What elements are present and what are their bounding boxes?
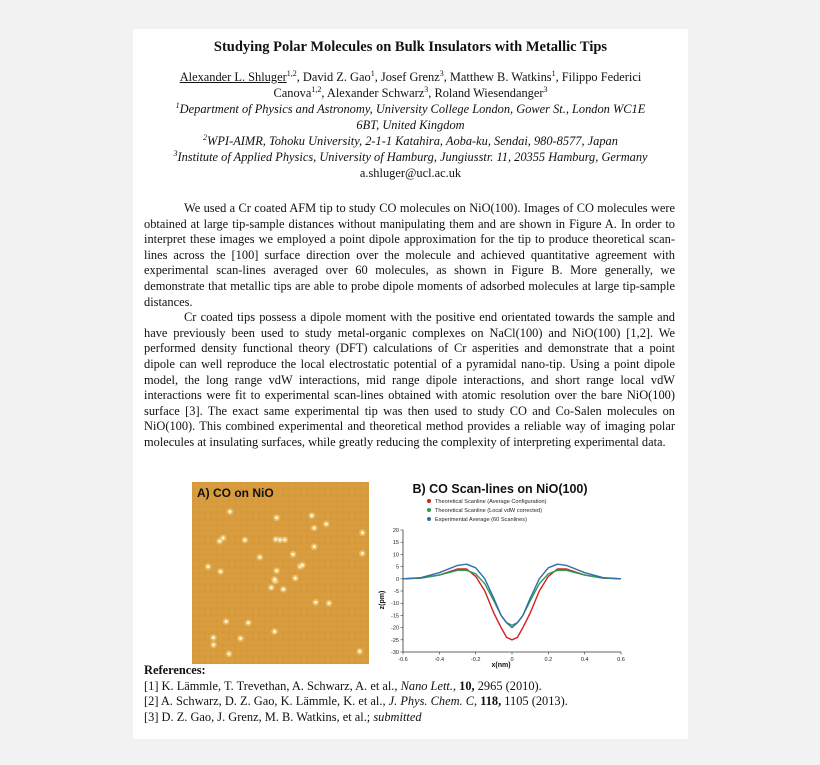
y-tick-label: -5 <box>394 589 399 595</box>
molecule-spot <box>270 586 273 589</box>
y-tick-label: -10 <box>391 601 399 608</box>
molecule-spot <box>328 602 331 605</box>
molecule-spot <box>225 620 228 623</box>
ref-text: , <box>452 678 460 693</box>
scanline-chart <box>369 480 631 670</box>
ref-status: submitted <box>373 709 422 724</box>
molecule-spot <box>358 650 361 653</box>
ref-volume: 118, <box>480 694 502 709</box>
references-heading: References: <box>144 663 206 677</box>
aff-sup: 1 <box>175 100 180 110</box>
author-schwarz: , Alexander Schwarz <box>321 86 425 100</box>
y-tick-label: -25 <box>391 637 399 644</box>
x-tick-label: -0.6 <box>398 657 408 663</box>
molecule-spot <box>310 514 313 517</box>
aff-text: Department of Physics and Astronomy, University College London, Gower St., London WC1E <box>179 102 646 116</box>
ref-journal: J. Phys. Chem. C <box>388 694 474 709</box>
x-tick-label: -0.4 <box>434 657 445 663</box>
author-gao: , David Z. Gao <box>296 70 371 84</box>
ref-journal: Nano Lett. <box>400 678 453 693</box>
ref-text: , <box>474 694 481 709</box>
ref-text: 2965 (2010). <box>474 678 542 693</box>
molecule-spot <box>313 545 316 548</box>
author-canova: Canova <box>273 86 312 100</box>
molecule-spot <box>219 570 222 573</box>
y-tick-label: 20 <box>392 528 399 534</box>
paragraph-2: Cr coated tips possess a dipole moment with the positive end orientated towards the sample and have previously been used to study metal-organic complexes on NaCl(100) and NiO(100) [1,2]. We performed density functional theory (DFT) calculations of Cr asperities and demonstrate that a point dipole can well reproduce the local electrostatic potential of a pyramidal nano-tip. Using a point dipole model, the long range vdW interactions, mid range dipole interactions, and short range local vdW interactions were fit to experimental scan-lines obtained with atomic resolution over the bare NiO(100) surface [3]. The exact same experimental tip was then used to study CO and Co-Salen molecules on NiO(100). This combined experimental and theoretical method provides a reliable way of imaging polar molecules at insulating surfaces, while greatly reducing the complexity of interpreting experimental data. <box>144 310 675 449</box>
molecule-spot <box>314 601 317 604</box>
molecule-spot <box>275 516 278 519</box>
x-tick-label: 0.4 <box>580 657 589 663</box>
author-wiesendanger: , Roland Wiesendanger <box>428 86 544 100</box>
aff-sup: 3 <box>173 148 178 158</box>
author-sup: 3 <box>424 84 429 94</box>
aff-text: Institute of Applied Physics, University of Hamburg, Jungiusstr. 11, 20355 Hamburg, Germany <box>177 150 648 164</box>
molecule-spot <box>361 552 364 555</box>
molecule-spot <box>247 621 250 624</box>
legend-entry: Theoretical Scanline (Local vdW corrected) <box>435 508 542 514</box>
ref-text: [1] K. Lämmle, T. Trevethan, A. Schwarz, A. et al., <box>144 678 401 693</box>
molecule-spot <box>222 537 225 540</box>
y-tick-label: 5 <box>395 564 399 571</box>
y-axis-label: z(pm) <box>379 590 386 610</box>
chart-title: B) CO Scan-lines on NiO(100) <box>412 482 588 496</box>
molecule-spot <box>283 538 286 541</box>
molecule-spot <box>227 652 230 655</box>
ref-text: [2] A. Schwarz, D. Z. Gao, K. Lämmle, K. et al., <box>144 694 389 709</box>
author-shluger: Alexander L. Shluger <box>179 70 287 84</box>
molecule-spot <box>207 565 210 568</box>
molecule-spot <box>212 643 215 646</box>
molecule-spot <box>212 636 215 639</box>
legend-marker <box>427 517 431 521</box>
x-tick-label: -0.2 <box>470 657 481 663</box>
y-tick-label: -30 <box>391 650 399 656</box>
author-grenz: , Josef Grenz <box>374 70 440 84</box>
author-federici: , Filippo Federici <box>555 70 642 84</box>
ref-text: 1105 (2013). <box>501 694 568 709</box>
abstract-body <box>144 201 675 451</box>
paragraph-1: We used a Cr coated AFM tip to study CO molecules on NiO(100). Images of CO molecules were obtained at large tip-sample distances without manipulating them and are shown in Figure A. In order to interpret these images we employed a point dipole approximation for the tip to produce theoretical scan-lines across the [100] surface direction over the molecule and achieved quantitative agreement with experimental scan-lines averaged over 60 molecules, as shown in Figure B. More generally, we demonstrate that metallic tips are able to probe dipole moments of adsorbed molecules at large tip-sample distances. <box>144 201 675 309</box>
affiliation-2 <box>133 134 688 149</box>
legend-entry: Theoretical Scanline (Average Configuration) <box>435 499 547 505</box>
author-sup: 1 <box>551 68 556 78</box>
affiliation-3 <box>133 150 688 165</box>
molecule-spot <box>239 637 242 640</box>
author-sup: 1,2 <box>311 84 322 94</box>
y-tick-label: 15 <box>392 540 399 547</box>
molecule-spot <box>275 569 278 572</box>
x-tick-label: 0.6 <box>617 657 625 663</box>
x-tick-label: 0.2 <box>544 657 553 663</box>
molecule-spot <box>282 588 285 591</box>
figure-a-label: A) CO on NiO <box>197 486 274 500</box>
y-tick-label: -20 <box>391 625 399 632</box>
contact-email[interactable]: a.shluger@ucl.ac.uk <box>359 166 462 180</box>
molecule-spot <box>243 538 246 541</box>
aff-text: WPI-AIMR, Tohoku University, 2-1-1 Katahira, Aoba-ku, Sendai, 980-8577, Japan <box>207 134 618 148</box>
author-sup: 3 <box>543 84 548 94</box>
legend-marker <box>427 499 431 503</box>
molecule-spot <box>291 553 294 556</box>
afm-image-figure <box>192 482 377 664</box>
paper-page <box>133 29 688 739</box>
aff-sup: 2 <box>203 132 208 142</box>
author-sup: 1 <box>370 68 375 78</box>
molecule-spot <box>301 564 304 567</box>
molecule-spot <box>313 527 316 530</box>
x-tick-label: 0 <box>510 657 514 663</box>
reference-3 <box>144 710 675 726</box>
ref-text: [3] D. Z. Gao, J. Grenz, M. B. Watkins, et al.; <box>144 709 374 724</box>
y-tick-label: -15 <box>391 613 399 620</box>
paper-title: Studying Polar Molecules on Bulk Insulators with Metallic Tips <box>213 39 608 55</box>
molecule-spot <box>294 577 297 580</box>
molecule-spot <box>273 630 276 633</box>
molecule-spot <box>258 556 261 559</box>
legend-marker <box>427 508 431 512</box>
references-section <box>144 663 675 725</box>
authors-line-2 <box>133 86 688 101</box>
molecule-spot <box>325 523 328 526</box>
legend-entry: Experimental Average (60 Scanlines) <box>435 517 527 523</box>
molecule-spot <box>279 538 282 541</box>
ref-volume: 10, <box>459 678 475 693</box>
molecule-spot <box>361 531 364 534</box>
reference-2 <box>144 694 675 710</box>
y-tick-label: 0 <box>395 576 399 583</box>
author-watkins: , Matthew B. Watkins <box>443 70 552 84</box>
x-axis-label: x(nm) <box>491 662 511 669</box>
affiliation-1-line-1 <box>133 102 688 117</box>
y-tick-label: 10 <box>392 552 399 559</box>
reference-1 <box>144 679 675 695</box>
authors-line-1 <box>133 70 688 85</box>
affiliation-1-line-2: 6BT, United Kingdom <box>356 118 465 132</box>
molecule-spot <box>273 578 276 581</box>
author-sup: 1,2 <box>286 68 297 78</box>
molecule-spot <box>228 510 231 513</box>
author-sup: 3 <box>439 68 444 78</box>
